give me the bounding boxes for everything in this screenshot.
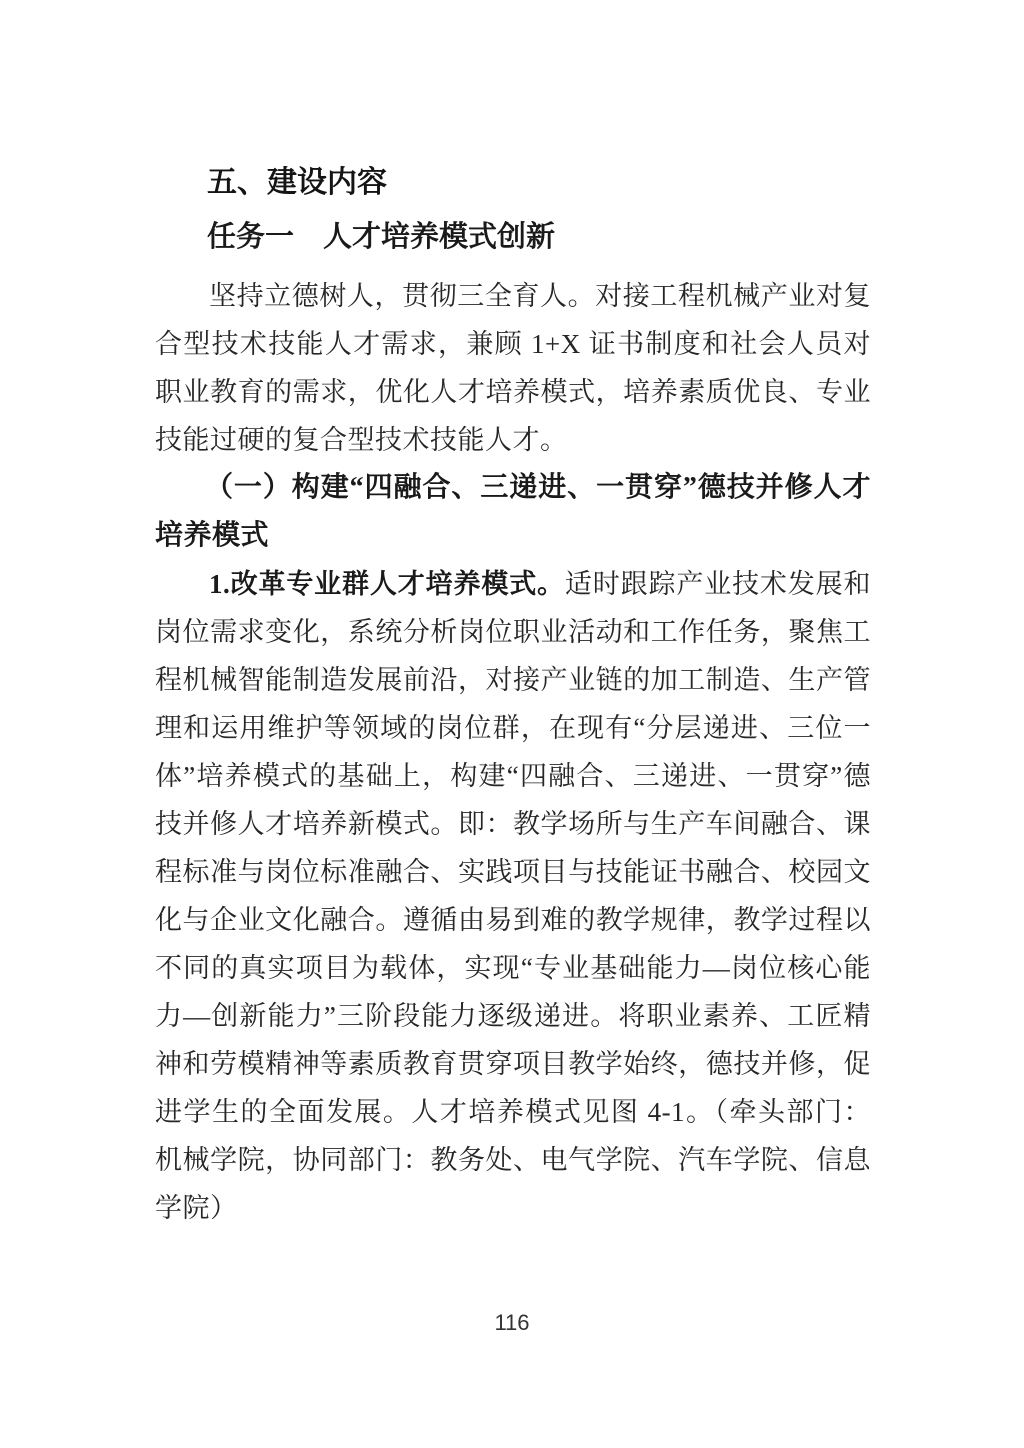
task1-body-text: 适时跟踪产业技术发展和岗位需求变化，系统分析岗位职业活动和工作任务，聚焦工程机械智能制造发展前沿，对接产业链的加工制造、生产管理和运用维护等领域的岗位群，在现有“分层递进、三位一体”培养模式的基础上，构建“四融合、三递进、一贯穿”德技并修人才培养新模式。即：教学场所与生产车间融合、课程标准与岗位标准融合、实践项目与技能证书融合、校园文化与企业文化融合。遵循由易到难的教学规律，教学过程以不同的真实项目为载体，实现“专业基础能力—岗位核心能力—创新能力”三阶段能力逐级递进。将职业素养、工匠精神和劳模精神等素质教育贯穿项目教学始终，德技并修，促进学生的全面发展。人才培养模式见图 4-1。（牵头部门：机械学院，协同部门：教务处、电气学院、汽车学院、信息学院） <box>155 569 872 1223</box>
page-number: 116 <box>494 1310 530 1335</box>
section-heading: 五、建设内容 <box>207 166 387 199</box>
intro-paragraph: 坚持立德树人，贯彻三全育人。对接工程机械产业对复合型技术技能人才需求，兼顾 1+X 证书制度和社会人员对职业教育的需求，优化人才培养模式，培养素质优良、专业技能过硬的复合型技术技能人才。 <box>155 281 871 455</box>
task1-lead-bold: 1.改革专业群人才培养模式。 <box>209 569 565 599</box>
task1-paragraph <box>155 560 871 1232</box>
task-heading: 任务一 人才培养模式创新 <box>207 221 556 253</box>
document-body <box>155 158 871 1232</box>
sub-heading: （一）构建“四融合、三递进、一贯穿”德技并修人才培养模式 <box>155 472 871 551</box>
